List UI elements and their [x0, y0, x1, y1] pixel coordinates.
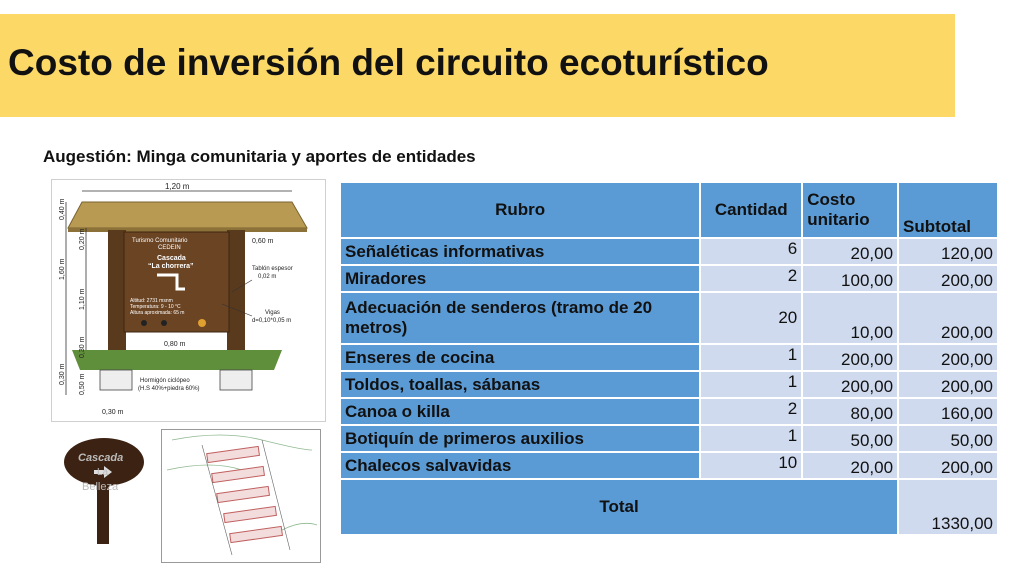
cell-subtotal: 200,00 — [898, 452, 998, 479]
cell-cantidad: 1 — [700, 425, 802, 452]
svg-text:Altitud: 2731 msnm: Altitud: 2731 msnm — [130, 298, 173, 304]
svg-text:Turismo Comunitario: Turismo Comunitario — [132, 238, 188, 244]
cell-rubro: Chalecos salvavidas — [340, 452, 700, 479]
svg-text:0,30 m: 0,30 m — [59, 363, 66, 385]
header-cantidad: Cantidad — [700, 182, 802, 238]
table-row — [340, 265, 998, 292]
cell-subtotal: 200,00 — [898, 265, 998, 292]
cell-rubro: Señaléticas informativas — [340, 238, 700, 265]
table-row — [340, 398, 998, 425]
svg-text:Vigas: Vigas — [265, 310, 280, 316]
cell-rubro: Botiquín de primeros auxilios — [340, 425, 700, 452]
svg-text:(H.S 40%+piedra 60%): (H.S 40%+piedra 60%) — [138, 386, 200, 392]
svg-text:Temperatura: 9 - 10 °C: Temperatura: 9 - 10 °C — [130, 304, 181, 310]
direction-sign-image — [64, 434, 159, 546]
cell-costo: 20,00 — [802, 238, 898, 265]
cell-cantidad: 2 — [700, 265, 802, 292]
cell-cantidad: 1 — [700, 344, 802, 371]
cell-subtotal: 200,00 — [898, 344, 998, 371]
table-row — [340, 371, 998, 398]
svg-text:0,40 m: 0,40 m — [59, 198, 66, 220]
svg-text:1,60 m: 1,60 m — [59, 258, 66, 280]
svg-text:Cascada: Cascada — [157, 255, 186, 262]
header-costo-unitario: Costo unitario — [802, 182, 898, 238]
svg-text:Belleza: Belleza — [82, 481, 119, 493]
svg-text:La: La — [97, 467, 109, 478]
stairs-drawing-image — [161, 429, 321, 563]
cell-costo: 100,00 — [802, 265, 898, 292]
table-row — [340, 452, 998, 479]
table-row — [340, 292, 998, 344]
cell-rubro: Toldos, toallas, sábanas — [340, 371, 700, 398]
svg-text:“La chorrera”: “La chorrera” — [148, 263, 194, 270]
cell-cantidad: 6 — [700, 238, 802, 265]
svg-text:0,30 m: 0,30 m — [102, 409, 124, 416]
svg-text:1,10 m: 1,10 m — [79, 288, 86, 310]
cell-rubro: Adecuación de senderos (tramo de 20 metros) — [340, 292, 700, 344]
cell-costo: 200,00 — [802, 344, 898, 371]
dim-width-top: 1,20 m — [165, 182, 190, 191]
total-label: Total — [340, 479, 898, 535]
table-row — [340, 344, 998, 371]
svg-text:0,20 m: 0,20 m — [79, 228, 86, 250]
cell-cantidad: 10 — [700, 452, 802, 479]
svg-text:Altura aproximada: 65 m: Altura aproximada: 65 m — [130, 310, 185, 316]
cell-subtotal: 200,00 — [898, 371, 998, 398]
cell-costo: 80,00 — [802, 398, 898, 425]
table-header-row — [340, 182, 998, 238]
cell-costo: 20,00 — [802, 452, 898, 479]
cell-cantidad: 1 — [700, 371, 802, 398]
cell-costo: 200,00 — [802, 371, 898, 398]
cell-costo: 50,00 — [802, 425, 898, 452]
table-total-row — [340, 479, 998, 535]
svg-text:Hormigón ciclópeo: Hormigón ciclópeo — [140, 378, 190, 384]
slide-title: Costo de inversión del circuito ecoturístico — [8, 42, 769, 83]
table-row — [340, 425, 998, 452]
cell-subtotal: 120,00 — [898, 238, 998, 265]
svg-text:d=0,10*0,05 m: d=0,10*0,05 m — [252, 318, 292, 324]
total-value: 1330,00 — [898, 479, 998, 535]
slide-subtitle: Augestión: Minga comunitaria y aportes de entidades — [43, 147, 476, 166]
cell-subtotal: 200,00 — [898, 292, 998, 344]
svg-text:0,60 m: 0,60 m — [252, 238, 274, 245]
svg-text:Tablón espesor: Tablón espesor — [252, 266, 293, 272]
svg-text:Cascada: Cascada — [78, 452, 124, 464]
cell-subtotal: 50,00 — [898, 425, 998, 452]
cell-rubro: Enseres de cocina — [340, 344, 700, 371]
svg-text:CEDEIN: CEDEIN — [158, 245, 181, 251]
svg-text:0,02 m: 0,02 m — [258, 274, 277, 280]
cost-table — [339, 181, 999, 536]
cell-costo: 10,00 — [802, 292, 898, 344]
cell-cantidad: 20 — [700, 292, 802, 344]
cell-subtotal: 160,00 — [898, 398, 998, 425]
cell-rubro: Miradores — [340, 265, 700, 292]
cell-cantidad: 2 — [700, 398, 802, 425]
svg-text:0,80 m: 0,80 m — [164, 341, 186, 348]
header-rubro: Rubro — [340, 182, 700, 238]
svg-text:0,30 m: 0,30 m — [79, 336, 86, 358]
cell-rubro: Canoa o killa — [340, 398, 700, 425]
table-row — [340, 238, 998, 265]
header-subtotal: Subtotal — [898, 182, 998, 238]
svg-text:0,50 m: 0,50 m — [79, 373, 86, 395]
sign-blueprint-image — [51, 179, 326, 422]
